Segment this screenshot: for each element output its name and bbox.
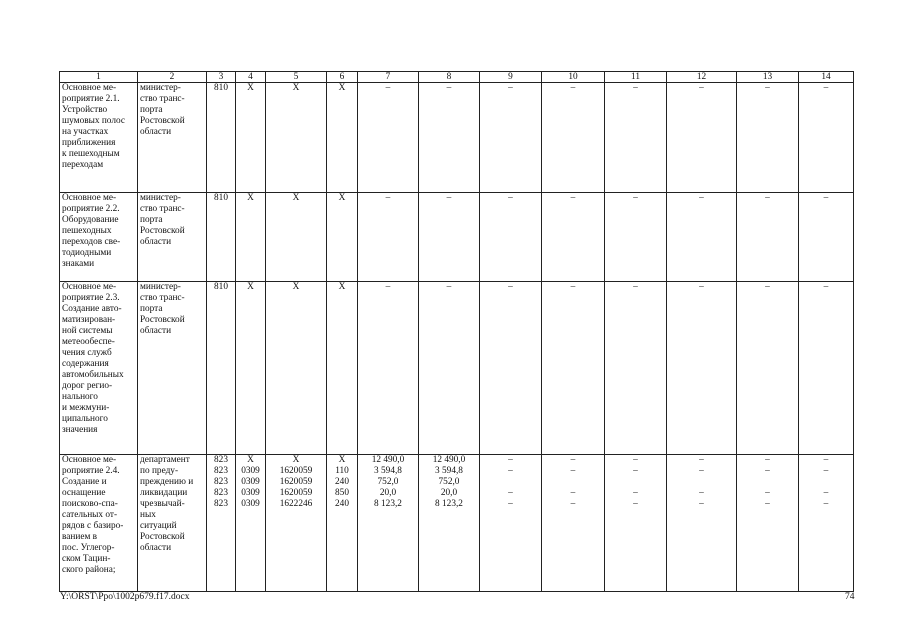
cell-line: – xyxy=(765,499,770,509)
cell-line: пос. Углегор- xyxy=(62,543,115,553)
page-number: 74 xyxy=(845,592,855,602)
header-cell: 10 xyxy=(542,72,605,83)
table-header-row xyxy=(60,72,854,83)
cell-line: Х xyxy=(338,83,346,93)
cell-line: роприятие 2.4. xyxy=(62,466,120,476)
table-cell xyxy=(266,83,327,193)
cell-line: метеообеспе- xyxy=(62,337,115,347)
table-cell xyxy=(266,193,327,282)
table-cell xyxy=(207,193,236,282)
cell-line: – xyxy=(699,282,704,292)
cell-line: по преду- xyxy=(140,466,179,476)
cell-line: Оборудование xyxy=(62,215,119,225)
table-cell xyxy=(358,83,419,193)
cell-line: поисково-спа- xyxy=(62,499,118,509)
cell-line: – xyxy=(633,282,638,292)
table-cell xyxy=(605,83,667,193)
table-cell xyxy=(480,455,542,592)
header-cell: 13 xyxy=(737,72,799,83)
table-cell xyxy=(358,282,419,455)
cell-line: шумовых полос xyxy=(62,116,125,126)
cell-line: – xyxy=(823,488,829,498)
table-cell xyxy=(266,455,327,592)
cell-line: – xyxy=(633,455,638,465)
cell-line: – xyxy=(446,193,452,203)
table-cell xyxy=(799,193,854,282)
cell-line: пешеходных xyxy=(62,226,112,236)
cell-line: роприятие 2.1. xyxy=(62,94,120,104)
table-cell xyxy=(737,193,799,282)
cell-line: – xyxy=(570,282,576,292)
header-cell: 5 xyxy=(266,72,327,83)
table-cell xyxy=(236,193,266,282)
table-cell xyxy=(667,193,737,282)
cell-line: – xyxy=(699,499,704,509)
cell-line: чения служб xyxy=(62,348,112,358)
cell-line: ной системы xyxy=(62,326,113,336)
cell-line: преждению и xyxy=(140,477,194,487)
cell-line: переходам xyxy=(62,160,104,170)
cell-line: 20,0 xyxy=(379,488,397,498)
table-cell xyxy=(419,455,480,592)
cell-line: области xyxy=(140,237,172,247)
cell-line xyxy=(801,477,851,488)
cell-line: 823 xyxy=(214,499,228,509)
cell-line: Х xyxy=(247,455,254,465)
cell-line: 8 123,2 xyxy=(374,499,402,509)
cell-line xyxy=(669,477,734,488)
cell-line: 20,0 xyxy=(440,488,458,498)
table-cell xyxy=(480,83,542,193)
cell-line: 810 xyxy=(214,83,228,93)
cell-line: 0309 xyxy=(241,477,260,487)
cell-line: ситуаций xyxy=(140,521,177,531)
table-row xyxy=(60,83,854,193)
cell-line: – xyxy=(765,455,770,465)
cell-line: Х xyxy=(292,282,300,292)
cell-line: 0309 xyxy=(241,466,260,476)
table-body xyxy=(60,72,854,592)
header-cell: 3 xyxy=(207,72,236,83)
table-cell xyxy=(667,83,737,193)
cell-line: ство транс- xyxy=(140,204,185,214)
cell-line: Ростовской xyxy=(140,315,185,325)
cell-line: – xyxy=(765,282,770,292)
table-cell xyxy=(138,193,207,282)
table-cell xyxy=(419,282,480,455)
table-row xyxy=(60,282,854,455)
cell-line: Ростовской xyxy=(140,226,185,236)
table-cell xyxy=(60,455,138,592)
cell-line: Х xyxy=(338,282,346,292)
table-cell xyxy=(327,83,358,193)
cell-line: автомобильных xyxy=(62,370,124,380)
cell-line: министер- xyxy=(140,282,181,292)
cell-line: ликвидации xyxy=(140,488,188,498)
cell-line: – xyxy=(508,193,513,203)
cell-line: 240 xyxy=(335,499,349,509)
cell-line: Ростовской xyxy=(140,116,185,126)
cell-line: – xyxy=(508,499,513,509)
cell-line: – xyxy=(508,455,513,465)
cell-line: ство транс- xyxy=(140,94,185,104)
cell-line: – xyxy=(699,193,704,203)
cell-line: министер- xyxy=(140,193,181,203)
table-cell xyxy=(327,455,358,592)
table-cell xyxy=(542,282,605,455)
header-cell: 9 xyxy=(480,72,542,83)
cell-line: Основное ме- xyxy=(62,83,117,93)
table-cell xyxy=(60,193,138,282)
header-cell: 6 xyxy=(327,72,358,83)
cell-line: Создание и xyxy=(62,477,107,487)
cell-line: департамент xyxy=(140,455,190,465)
cell-line: – xyxy=(823,499,829,509)
cell-line: 823 xyxy=(214,477,228,487)
cell-line: тодиодными xyxy=(62,248,112,258)
cell-line: – xyxy=(570,455,576,465)
table-cell xyxy=(266,282,327,455)
cell-line: – xyxy=(765,466,770,476)
cell-line: – xyxy=(570,499,576,509)
cell-line: Ростовской xyxy=(140,532,185,542)
cell-line: – xyxy=(823,83,829,93)
cell-line: 823 xyxy=(214,455,228,465)
cell-line: Х xyxy=(247,83,254,93)
cell-line: – xyxy=(699,83,704,93)
cell-line: на участках xyxy=(62,127,109,137)
table-cell xyxy=(605,455,667,592)
cell-line: ского района; xyxy=(62,565,116,575)
cell-line: 752,0 xyxy=(377,477,399,487)
table-cell xyxy=(667,455,737,592)
cell-line: Основное ме- xyxy=(62,193,117,203)
cell-line: 240 xyxy=(335,477,349,487)
table-cell xyxy=(358,193,419,282)
cell-line: Х xyxy=(292,455,300,465)
cell-line: 1620059 xyxy=(279,477,313,487)
cell-line: – xyxy=(385,193,391,203)
cell-line: – xyxy=(823,193,829,203)
cell-line: 810 xyxy=(214,193,228,203)
table-row xyxy=(60,455,854,592)
cell-line: Устройство xyxy=(62,105,108,115)
table-cell xyxy=(605,282,667,455)
cell-line: – xyxy=(570,466,576,476)
table-cell xyxy=(236,455,266,592)
cell-line: – xyxy=(823,282,829,292)
cell-line: 810 xyxy=(214,282,228,292)
cell-line: ванием в xyxy=(62,532,98,542)
cell-line: нального xyxy=(62,392,98,402)
cell-line: оснащение xyxy=(62,488,106,498)
cell-line: рядов с базиро- xyxy=(62,521,124,531)
cell-line: чрезвычай- xyxy=(140,499,185,509)
table-cell xyxy=(138,282,207,455)
cell-line: – xyxy=(446,282,452,292)
table-cell xyxy=(236,83,266,193)
table-cell xyxy=(419,83,480,193)
cell-line: 752,0 xyxy=(438,477,460,487)
cell-line: – xyxy=(765,488,770,498)
cell-line: знаками xyxy=(62,259,95,269)
table-cell xyxy=(799,83,854,193)
cell-line: ных xyxy=(140,510,156,520)
header-cell: 14 xyxy=(799,72,854,83)
table-cell xyxy=(138,455,207,592)
header-cell: 7 xyxy=(358,72,419,83)
cell-line: значения xyxy=(62,425,98,435)
table-cell xyxy=(138,83,207,193)
cell-line: – xyxy=(823,455,829,465)
table-cell xyxy=(542,83,605,193)
cell-line: сательных от- xyxy=(62,510,118,520)
cell-line xyxy=(607,477,664,488)
header-cell: 4 xyxy=(236,72,266,83)
table-cell xyxy=(542,455,605,592)
cell-line: – xyxy=(446,83,452,93)
cell-line: ципального xyxy=(62,414,108,424)
table-cell xyxy=(236,282,266,455)
cell-line: Основное ме- xyxy=(62,455,117,465)
cell-line: – xyxy=(765,83,770,93)
cell-line: области xyxy=(140,543,172,553)
cell-line: – xyxy=(699,455,704,465)
cell-line: 1622246 xyxy=(279,499,313,509)
table-cell xyxy=(207,455,236,592)
cell-line: – xyxy=(633,193,638,203)
cell-line: Х xyxy=(292,193,300,203)
header-cell: 12 xyxy=(667,72,737,83)
cell-line: 1620059 xyxy=(279,466,313,476)
table-cell xyxy=(419,193,480,282)
table-cell xyxy=(60,83,138,193)
cell-line: 1620059 xyxy=(279,488,313,498)
cell-line: – xyxy=(699,488,704,498)
cell-line: Х xyxy=(338,193,346,203)
cell-line: – xyxy=(699,466,704,476)
header-cell: 11 xyxy=(605,72,667,83)
cell-line: – xyxy=(633,499,638,509)
table-cell xyxy=(737,455,799,592)
cell-line: – xyxy=(508,282,513,292)
table-cell xyxy=(480,282,542,455)
cell-line: – xyxy=(570,83,576,93)
table-cell xyxy=(327,282,358,455)
table-cell xyxy=(667,282,737,455)
cell-line: – xyxy=(570,488,576,498)
cell-line: Создание авто- xyxy=(62,304,122,314)
cell-line: 850 xyxy=(335,488,349,498)
cell-line: и межмуни- xyxy=(62,403,110,413)
cell-line: 12 490,0 xyxy=(371,455,405,465)
table-cell xyxy=(60,282,138,455)
table-cell xyxy=(327,193,358,282)
cell-line: содержания xyxy=(62,359,109,369)
cell-line: министер- xyxy=(140,83,181,93)
header-cell: 2 xyxy=(138,72,207,83)
cell-line: – xyxy=(508,466,513,476)
cell-line: 8 123,2 xyxy=(435,499,463,509)
cell-line xyxy=(739,477,796,488)
table-cell xyxy=(207,83,236,193)
cell-line: области xyxy=(140,127,172,137)
cell-line: – xyxy=(385,282,391,292)
cell-line xyxy=(544,477,602,488)
table-row xyxy=(60,193,854,282)
table-cell xyxy=(605,193,667,282)
cell-line: – xyxy=(570,193,576,203)
footer-file-path: Y:\ORST\Ppo\1002p679.f17.docx xyxy=(60,592,190,602)
table-cell xyxy=(799,455,854,592)
cell-line: 110 xyxy=(335,466,349,476)
header-cell: 1 xyxy=(60,72,138,83)
cell-line: ском Тацин- xyxy=(62,554,111,564)
cell-line: порта xyxy=(140,215,163,225)
cell-line: – xyxy=(765,193,770,203)
cell-line: Х xyxy=(338,455,346,465)
cell-line: 3 594,8 xyxy=(435,466,463,476)
cell-line: порта xyxy=(140,304,163,314)
table-cell xyxy=(480,193,542,282)
cell-line: 3 594,8 xyxy=(374,466,402,476)
cell-line: 0309 xyxy=(241,499,260,509)
cell-line: порта xyxy=(140,105,163,115)
cell-line: – xyxy=(633,83,638,93)
cell-line: – xyxy=(385,83,391,93)
cell-line: к пешеходным xyxy=(62,149,120,159)
cell-line: 0309 xyxy=(241,488,260,498)
cell-line: – xyxy=(508,488,513,498)
cell-line: Х xyxy=(247,282,254,292)
table-cell xyxy=(799,282,854,455)
cell-line: – xyxy=(508,83,513,93)
cell-line: 823 xyxy=(214,488,228,498)
cell-line: роприятие 2.2. xyxy=(62,204,120,214)
cell-line: дорог регио- xyxy=(62,381,113,391)
cell-line: приближения xyxy=(62,138,116,148)
table-cell xyxy=(358,455,419,592)
header-cell: 8 xyxy=(419,72,480,83)
table-cell xyxy=(737,282,799,455)
cell-line: Основное ме- xyxy=(62,282,117,292)
cell-line: переходов све- xyxy=(62,237,121,247)
cell-line: – xyxy=(823,466,829,476)
table-cell xyxy=(207,282,236,455)
budget-table xyxy=(59,71,854,592)
cell-line: Х xyxy=(247,193,254,203)
cell-line: 12 490,0 xyxy=(432,455,466,465)
cell-line: области xyxy=(140,326,172,336)
table-cell xyxy=(542,193,605,282)
cell-line: роприятие 2.3. xyxy=(62,293,120,303)
cell-line: – xyxy=(633,466,638,476)
cell-line: ство транс- xyxy=(140,293,185,303)
cell-line: Х xyxy=(292,83,300,93)
cell-line: – xyxy=(633,488,638,498)
table-cell xyxy=(737,83,799,193)
cell-line xyxy=(482,477,539,488)
cell-line: матизирован- xyxy=(62,315,116,325)
cell-line: 823 xyxy=(214,466,228,476)
